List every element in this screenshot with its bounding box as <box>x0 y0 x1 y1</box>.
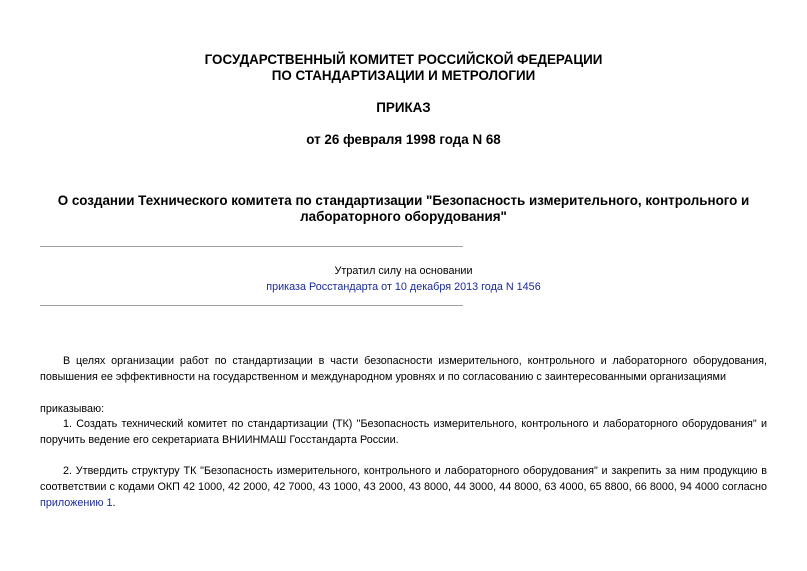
document-title-line2: лабораторного оборудования" <box>300 209 507 224</box>
item-2-end: . <box>112 497 116 509</box>
appendix-1-link[interactable]: приложению 1 <box>40 497 113 509</box>
preamble-text: В целях организации работ по стандартизации в части безопасности измерительного, контрольного и лабораторного оборудования, повышения ее эффективности на государственном и международном уровнях и по согласованию с заинтересованными организациями <box>40 355 767 383</box>
divider-top <box>40 246 463 247</box>
item-2-text: 2. Утвердить структуру ТК "Безопасность измерительного, контрольного и лабораторного оборудования" и закрепить за ним продукцию в соответствии с кодами ОКП 42 1000, 42 2000, 42 7000, 43 1000, 43 2000, 43 8000, 44 3000, 44 8000, 63 4000, 65 8800, 66 8000, 94 4000 согласно <box>40 465 767 493</box>
status-note-link-line <box>0 281 807 294</box>
committee-name-line1: ГОСУДАРСТВЕННЫЙ КОМИТЕТ РОССИЙСКОЙ ФЕДЕРАЦИИ <box>204 52 603 67</box>
item-2-paragraph <box>40 463 767 511</box>
preamble-paragraph <box>40 353 767 385</box>
document-title-line1: О создании Технического комитета по стандартизации "Безопасность измерительного, контрольного и <box>57 193 750 208</box>
item-1-paragraph <box>40 416 767 448</box>
committee-name-line2: ПО СТАНДАРТИЗАЦИИ И МЕТРОЛОГИИ <box>271 68 536 83</box>
repeal-order-link[interactable]: приказа Росстандарта от 10 декабря 2013 года N 1456 <box>266 281 541 293</box>
orders-word: приказываю: <box>40 403 105 415</box>
item-1-text: 1. Создать технический комитет по стандартизации (ТК) "Безопасность измерительного, контрольного и лабораторного оборудования" и поручить ведение его секретариата ВНИИНМАШ Госстандарта России. <box>40 418 767 446</box>
document-date-number: от 26 февраля 1998 года N 68 <box>306 132 501 147</box>
divider-bottom <box>40 305 463 306</box>
status-note-text: Утратил силу на основании <box>334 265 473 277</box>
document-type: ПРИКАЗ <box>376 100 431 115</box>
